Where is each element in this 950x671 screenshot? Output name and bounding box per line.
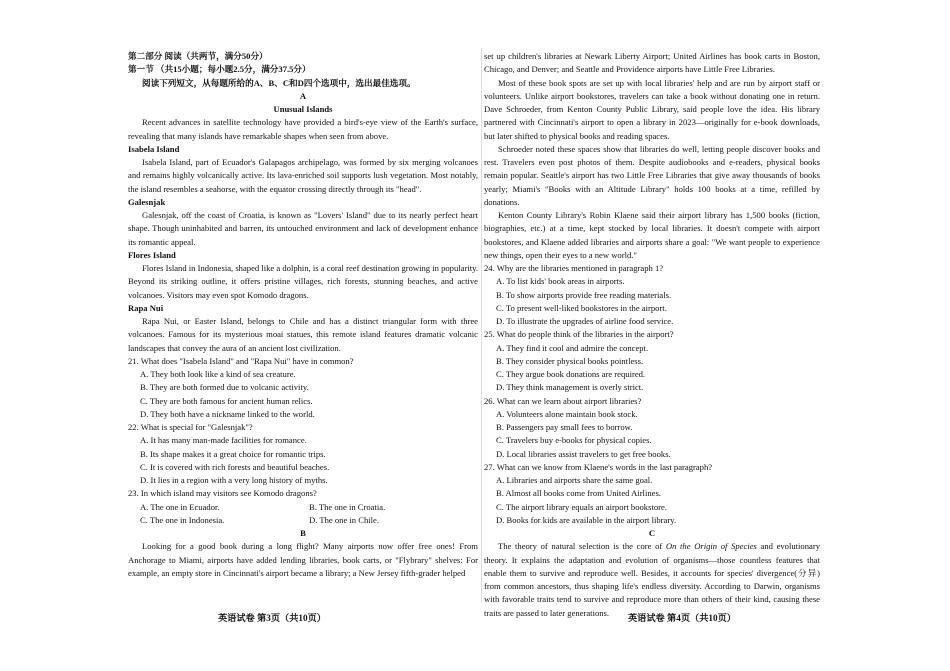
passage-b-opening: Looking for a good book during a long flight? Many airports now offer free ones! From Anchorage to Miami, airports have added lending libraries, book carts, or "Flybrary" shelves: For example, an empty store in Cincinnati's airport became a library; a New Jersey fifth-grader helped xyxy=(128,541,478,578)
answer-option: C. The airport library equals an airport bookstore. xyxy=(496,501,667,512)
passage-b-paragraph: Kenton County Library's Robin Klaene said their airport library has 1,500 books (fiction, biographies, etc.) at a time, kept stocked by local libraries. It doesn't compete with airport bookstores, and Klaene added libraries and airports share a goal: "We want people to experience new things, open their eyes to a new world." xyxy=(484,210,820,260)
passage-c-text: The theory of natural selection is the core of xyxy=(498,541,666,552)
answer-option: B. They are both formed due to volcanic activity. xyxy=(140,382,309,393)
passage-a-intro: Recent advances in satellite technology have provided a bird's-eye view of the Earth's surface, revealing that many islands have remarkable shapes when seen from above. xyxy=(128,117,478,141)
island-text: Flores Island in Indonesia, shaped like a dolphin, is a coral reef destination growing in popularity. Beyond its striking outline, it offers pristine villages, rich forests, stunning beaches, and active volcanoes. Visitors may even spot Komodo dragons. xyxy=(128,263,478,300)
answer-option: B. They consider physical books pointless. xyxy=(496,355,644,366)
answer-option: A. It has many man-made facilities for romance. xyxy=(140,435,307,446)
island-name: Flores Island xyxy=(128,249,176,260)
answer-option: D. It lies in a region with a very long history of myths. xyxy=(140,475,328,485)
island-name: Galesnjak xyxy=(128,196,166,207)
question-stem: 22. What is special for "Galesnjak"? xyxy=(128,422,253,432)
answer-option: D. To illustrate the upgrades of airline food service. xyxy=(496,316,674,326)
answer-option: D. Books for kids are available in the airport library. xyxy=(496,514,677,525)
answer-option: C. To present well-liked bookstores in the airport. xyxy=(496,302,667,313)
question-stem: 27. What can we know from Klaene's words in the last paragraph? xyxy=(484,461,713,472)
answer-option: C. They are both famous for ancient human relics. xyxy=(140,395,313,406)
passage-b-letter: B xyxy=(300,528,306,538)
island-text: Galesnjak, off the coast of Croatia, is known as "Lovers' Island" due to its nearly perfect heart shape. Though uninhabited and barren, its untouched environment and lack of development enhance its romantic appeal. xyxy=(128,210,478,247)
answer-option: A. Volunteers alone maintain book stock. xyxy=(496,408,638,419)
page-footer-left: 英语试卷 第3页（共10页） xyxy=(218,613,326,623)
answer-option: D. They think management is overly strict. xyxy=(496,382,644,393)
question-stem: 26. What can we learn about airport libraries? xyxy=(484,395,642,406)
answer-option-row xyxy=(128,501,478,514)
answer-option: B. To show airports provide free reading materials. xyxy=(496,289,672,300)
passage-a-letter: A xyxy=(299,90,307,101)
passage-b-paragraph: Most of these book spots are set up with local libraries' help and are run by airport staff or volunteers. Unlike airport bookstores, travelers can take a book without donating one in return. Dave Schroeder, from Kenton County Public Library, said people love the idea. His library partnered with Cincinnati's airport to open a library in 2023—originally for e-book downloads, but later shifted to physical books and reading spaces. xyxy=(484,77,820,141)
column-divider xyxy=(481,48,482,603)
answer-option: D. Local libraries assist travelers to get free books. xyxy=(496,448,671,459)
answer-option: C. It is covered with rich forests and beautiful beaches. xyxy=(140,461,330,472)
passage-c-letter: C xyxy=(648,528,656,538)
question-stem: 25. What do people think of the libraries in the airport? xyxy=(484,329,674,340)
answer-option: A. They find it cool and admire the concept. xyxy=(496,342,649,353)
answer-option: B. The one in Croatia. xyxy=(309,501,386,512)
passage-b-continued: set up children's libraries at Newark Liberty Airport; United Airlines has book carts in Boston, Chicago, and Denver; and Seattle and Providence airports have Little Free Libraries. xyxy=(484,51,820,75)
answer-option: A. Libraries and airports share the same goal. xyxy=(496,475,653,485)
book-title: On the Origin of Species xyxy=(665,541,757,552)
passage-a-title: Unusual Islands xyxy=(273,104,333,114)
answer-option: B. Passengers pay small fees to borrow. xyxy=(496,422,633,432)
answer-option: B. Almost all books come from United Airlines. xyxy=(496,488,661,499)
island-text: Rapa Nui, or Easter Island, belongs to Chile and has a distinct triangular form with three volcanoes. Famous for its mysterious moai statues, this remote island features dramatic volcanic landscapes that convey the aura of an ancient lost civilization. xyxy=(128,316,478,353)
left-column xyxy=(128,50,478,580)
subsection-heading: 第一节 （共15小题；每小题2.5分，满分37.5分） xyxy=(128,64,311,75)
section-heading: 第二部分 阅读（共两节，满分50分） xyxy=(128,51,268,61)
answer-option: C. They argue book donations are required. xyxy=(496,369,646,379)
answer-option: C. The one in Indonesia. xyxy=(140,514,225,525)
passage-b-paragraph: Schroeder noted these spaces show that libraries do well, letting people discover books and rest. Travelers even post photos of them. Despite audiobooks and e-readers, physical books remain popular. Seattle's airport has two Little Free Libraries that give away thousands of books yearly; Miami's "Books with an Altitude Library" holds 100 books at a time, refilled by donations. xyxy=(484,143,820,207)
island-name: Isabela Island xyxy=(128,143,180,154)
answer-option: B. Its shape makes it a great choice for romantic trips. xyxy=(140,448,326,459)
page-footer-right: 英语试卷 第4页（共10页） xyxy=(628,613,736,623)
passage-c-text: and evolutionary theory. It explains the adaptation and evolution of organisms—those countless features that enable them to survive and reproduce well. Besides, it accounts for species' divergence(分异) from common ancestors, thus shaping life's endless diversity. According to Darwin, organisms with favorable traits tend to survive and reproduce more than others of their kind, causing these traits are passed to later generations. xyxy=(484,541,820,618)
island-name: Rapa Nui xyxy=(128,302,164,313)
question-stem: 24. Why are the libraries mentioned in paragraph 1? xyxy=(484,263,664,273)
answer-option: D. The one in Chile. xyxy=(309,514,380,525)
answer-option: A. To list kids' book areas in airports. xyxy=(496,276,625,287)
answer-option: A. The one in Ecuador. xyxy=(140,501,220,512)
right-column xyxy=(484,50,820,620)
question-stem: 23. In which island may visitors see Komodo dragons? xyxy=(128,488,317,499)
passage-c-paragraph xyxy=(484,540,820,620)
answer-option-row xyxy=(128,514,478,527)
island-text: Isabela Island, part of Ecuador's Galapagos archipelago, was formed by six merging volcanoes and remains highly volcanically active. Its lava-enriched soil supports lush vegetation. Most notably, the island resembles a seahorse, with the equator crossing directly through its "head". xyxy=(128,157,478,194)
instruction: 阅读下列短文，从每题所给的A、B、C和D四个选项中，选出最佳选项。 xyxy=(142,77,416,88)
answer-option: A. They both look like a kind of sea creature. xyxy=(140,369,296,379)
answer-option: C. Travelers buy e-books for physical copies. xyxy=(496,435,652,446)
answer-option: D. They both have a nickname linked to the world. xyxy=(140,408,315,419)
question-stem: 21. What does "Isabela Island" and "Rapa Nui" have in common? xyxy=(128,355,354,366)
